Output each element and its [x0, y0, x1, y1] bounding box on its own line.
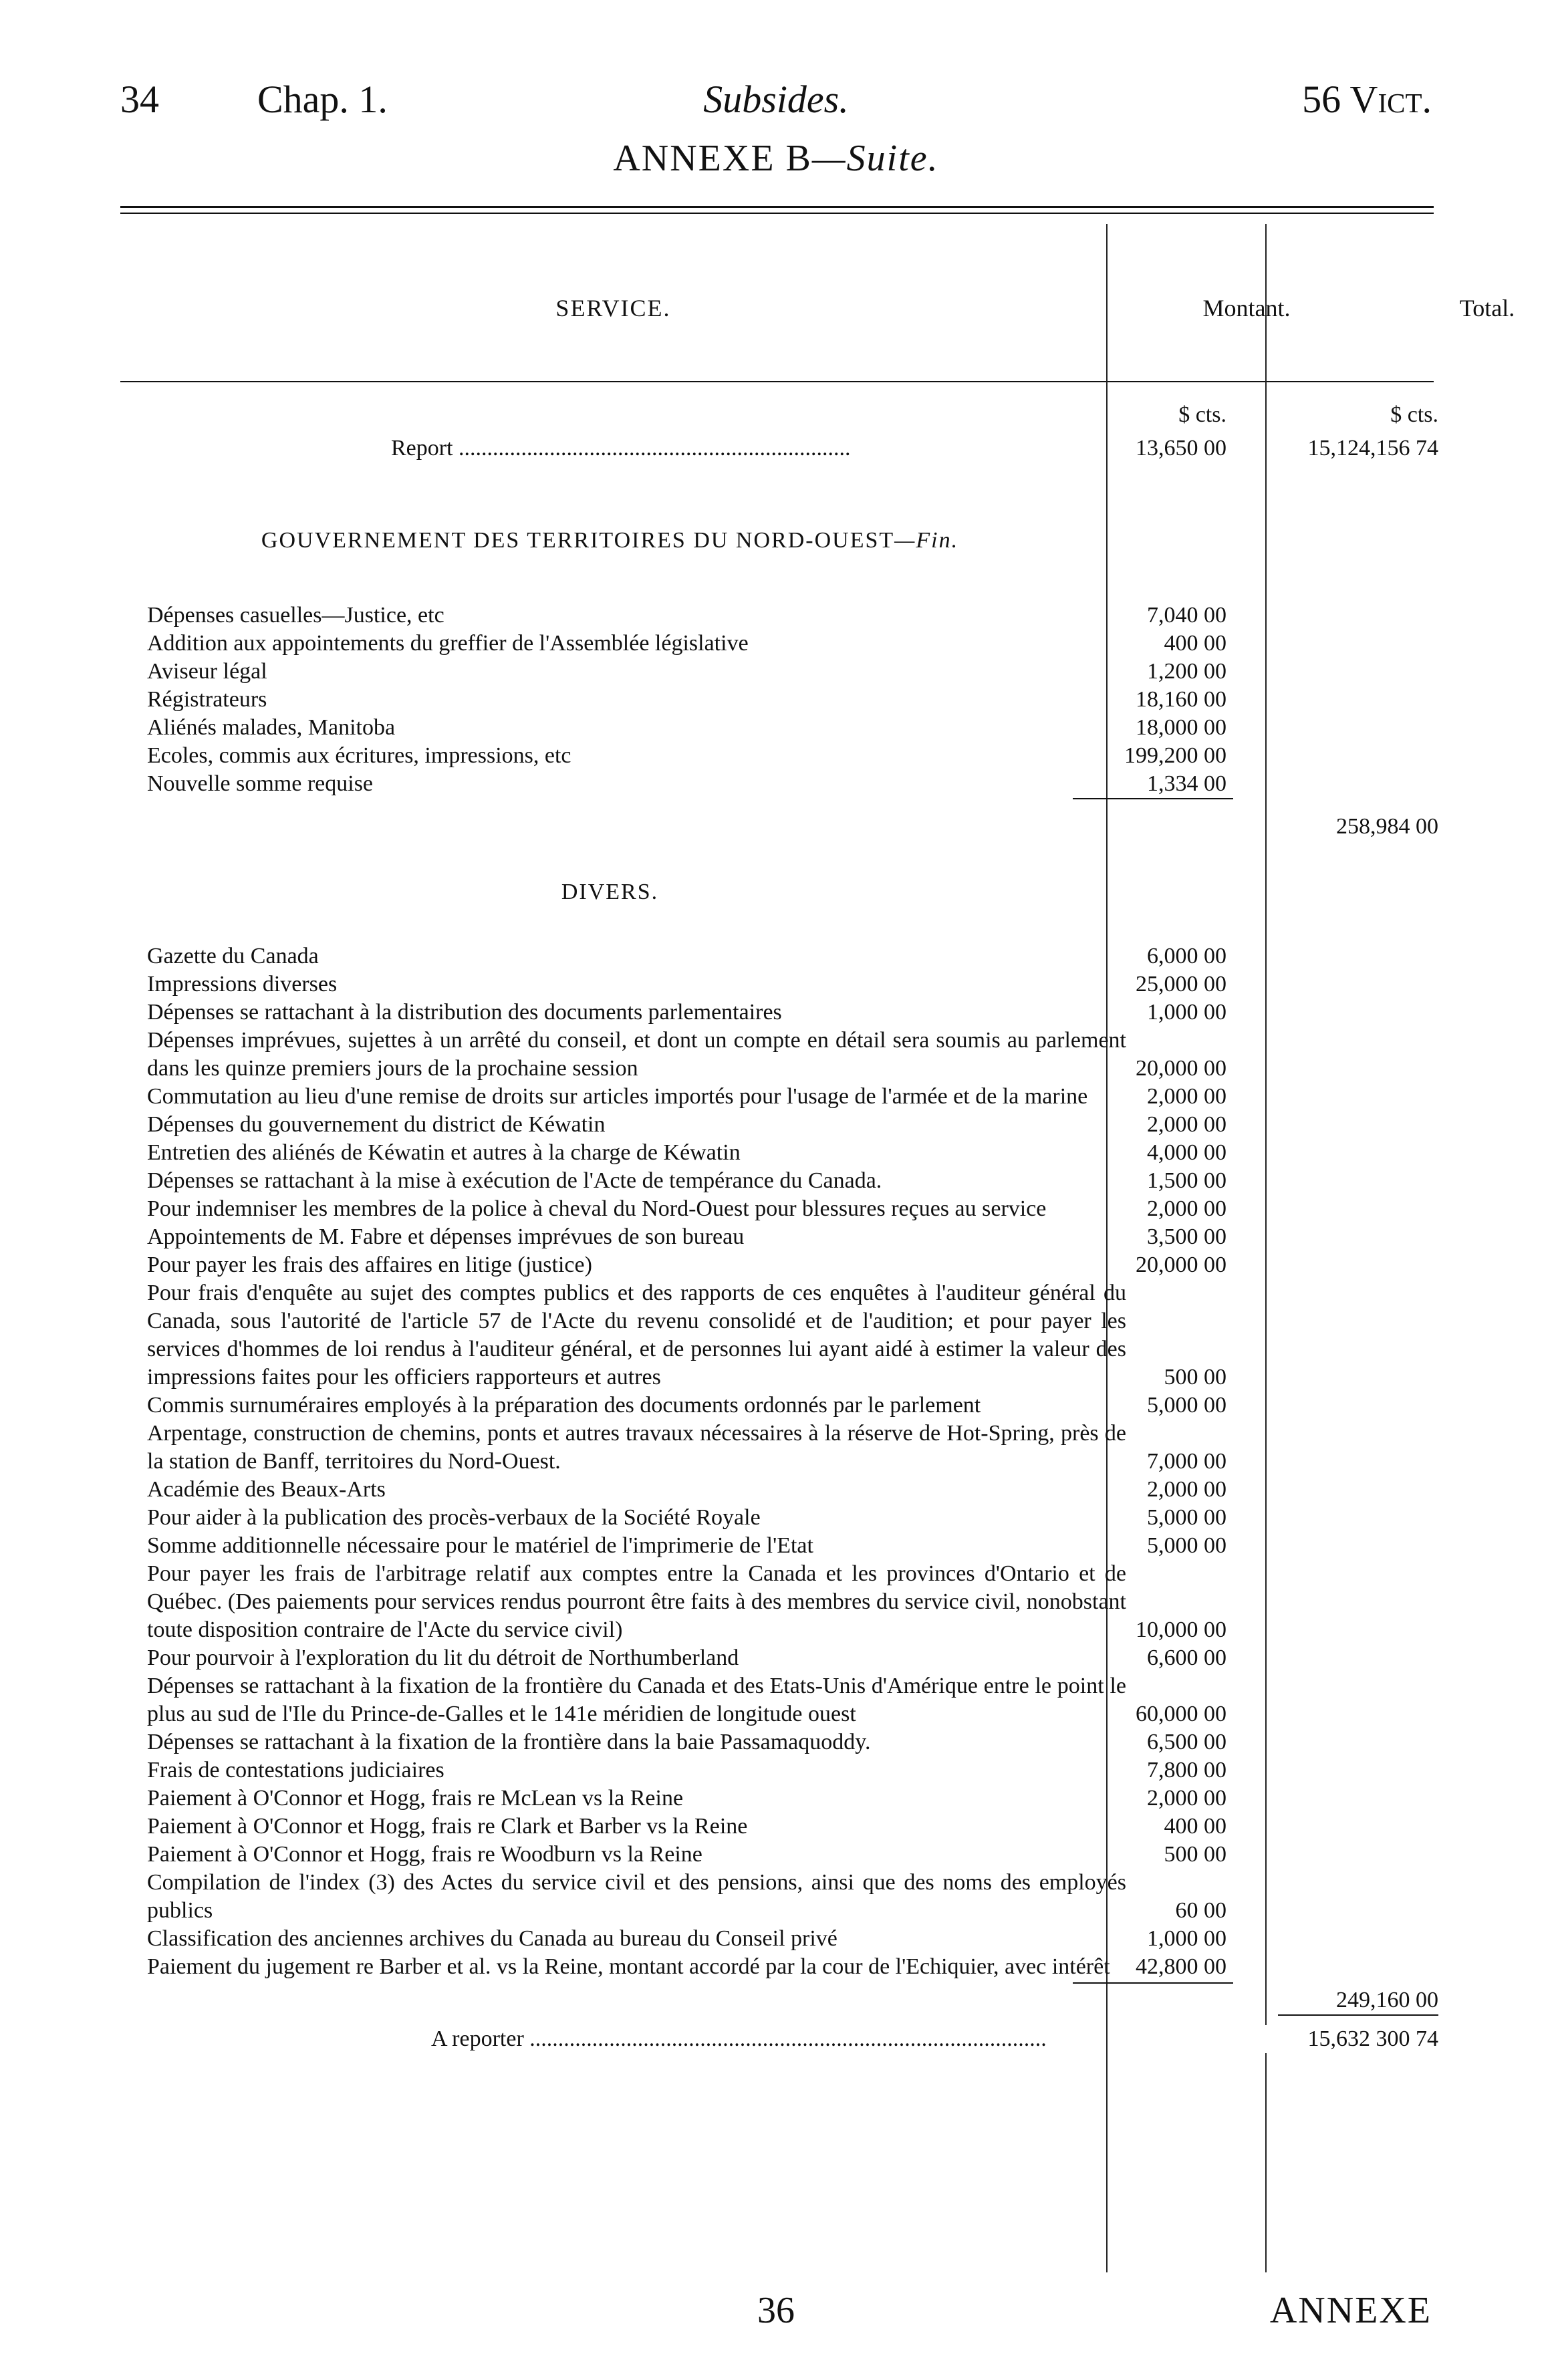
ledger-row [120, 1476, 1457, 1504]
section1-total-row [120, 798, 1457, 841]
item-label: Paiement à O'Connor et Hogg, frais re Clark et Barber vs la Reine [147, 1814, 748, 1839]
item-description [120, 1083, 1126, 1111]
item-montant: 199,200 00 [1124, 743, 1226, 768]
ledger-row [120, 602, 1457, 630]
item-montant: 2,000 00 [1147, 1786, 1226, 1811]
ledger-row [120, 1532, 1457, 1560]
service-column-header: SERVICE. [555, 295, 671, 321]
ledger-row [120, 1139, 1457, 1167]
item-label: Pour frais d'enquête au sujet des comptes publics et des rapports de ces enquêtes à l'auditeur général du Canada, sous l'autorité de l'article 57 de l'Acte du revenu consolidé et de l'audition; et pour payer les services d'hommes de loi rendus à l'auditeur général, et de personnes lui ayant aidé à estimer la valeur des impressions faites pour les officiers rapporteurs et autres [147, 1281, 1126, 1390]
ledger-row [120, 970, 1457, 999]
item-label: Gazette du Canada [147, 944, 319, 968]
item-description [120, 942, 1126, 970]
item-description [120, 1420, 1126, 1476]
column-headers [120, 224, 1515, 391]
item-montant: 1,000 00 [1147, 1926, 1226, 1951]
item-label: Somme additionnelle nécessaire pour le matériel de l'imprimerie de l'Etat [147, 1533, 813, 1558]
ledger-row [120, 658, 1457, 686]
year-label: 56 Vict. [1302, 78, 1432, 121]
item-label: Paiement à O'Connor et Hogg, frais re McLean vs la Reine [147, 1786, 684, 1811]
item-label: Dépenses se rattachant à la mise à exécution de l'Acte de tempérance du Canada. [147, 1168, 882, 1193]
item-description [120, 1728, 1126, 1756]
ledger-row [120, 1195, 1457, 1223]
ledger-row [120, 1728, 1457, 1756]
report-row [120, 434, 1457, 462]
item-montant: 2,000 00 [1147, 1084, 1226, 1109]
item-description [120, 1672, 1126, 1728]
item-description [120, 1953, 1126, 1981]
item-label: Dépenses du gouvernement du district de Kéwatin [147, 1112, 606, 1137]
ledger-row [120, 1869, 1457, 1925]
item-label: Dépenses se rattachant à la fixation de la frontière du Canada et des Etats-Unis d'Amérique entre le point le plus au sud de l'Ile du Prince-de-Galles et le 141e méridien de longitude ouest [147, 1674, 1126, 1726]
title-rule-bottom [120, 213, 1434, 214]
units-row [120, 401, 1457, 432]
item-description [120, 658, 1126, 686]
item-label: Aviseur légal [147, 659, 267, 684]
item-description [120, 1223, 1126, 1251]
item-montant: 5,000 00 [1147, 1533, 1226, 1558]
item-description [120, 1476, 1126, 1504]
ledger-row [120, 1083, 1457, 1111]
ledger-row [120, 1392, 1457, 1420]
next-page-catchword: ANNEXE [1269, 2290, 1432, 2331]
ledger-row [120, 1841, 1457, 1869]
section2-items [120, 942, 1457, 1981]
section1-title-main: GOUVERNEMENT DES TERRITOIRES DU NORD-OUEST [261, 528, 895, 553]
item-montant: 5,000 00 [1147, 1393, 1226, 1418]
item-description [120, 999, 1126, 1027]
ledger-row [120, 1111, 1457, 1139]
carry-forward-total: 15,632 300 74 [1238, 2025, 1438, 2053]
item-description [120, 1139, 1126, 1167]
item-montant: 6,600 00 [1147, 1645, 1226, 1670]
item-montant: 7,000 00 [1147, 1449, 1226, 1474]
item-label: Frais de contestations judiciaires [147, 1758, 444, 1782]
item-description [120, 770, 1126, 798]
item-montant: 1,334 00 [1147, 771, 1226, 796]
ledger-row [120, 1167, 1457, 1195]
item-label: Régistrateurs [147, 687, 267, 712]
item-description [120, 602, 1126, 630]
ledger-row [120, 1504, 1457, 1532]
item-montant: 1,200 00 [1147, 659, 1226, 684]
item-montant: 6,500 00 [1147, 1730, 1226, 1754]
ledger-row [120, 942, 1457, 970]
report-total: 15,124,156 74 [1307, 436, 1438, 460]
item-description [120, 1532, 1126, 1560]
item-montant: 6,000 00 [1147, 944, 1226, 968]
report-label: Report [391, 436, 453, 460]
item-description [120, 1111, 1126, 1139]
item-description [120, 1504, 1126, 1532]
item-label: Pour payer les frais des affaires en litige (justice) [147, 1252, 592, 1277]
item-description [120, 1756, 1126, 1784]
carry-forward-label: A reporter [431, 2026, 524, 2051]
item-label: Paiement du jugement re Barber et al. vs la Reine, montant accordé par la cour de l'Echiquier, avec intérêt [147, 1954, 1110, 1979]
item-description [120, 1841, 1126, 1869]
item-label: Dépenses se rattachant à la fixation de la frontière dans la baie Passamaquoddy. [147, 1730, 871, 1754]
section1-title-suffix: —Fin. [894, 528, 959, 553]
grand-subtotal-line [1278, 2014, 1438, 2016]
item-montant: 2,000 00 [1147, 1196, 1226, 1221]
chapter-label: Chap. 1. [257, 78, 388, 121]
total-column-header: Total. [1459, 295, 1515, 321]
carry-forward-row [120, 2025, 1457, 2053]
section1-items [120, 602, 1457, 798]
ledger-row [120, 1813, 1457, 1841]
ledger-row [120, 1756, 1457, 1784]
ledger-row [120, 1953, 1457, 1981]
item-description [120, 1279, 1126, 1392]
montant-units: $ cts. [1178, 402, 1226, 427]
item-montant: 2,000 00 [1147, 1112, 1226, 1137]
item-label: Académie des Beaux-Arts [147, 1477, 386, 1502]
ledger-row [120, 1223, 1457, 1251]
section2-total-row [120, 1981, 1457, 2014]
total-units: $ cts. [1390, 402, 1438, 427]
item-montant: 7,800 00 [1147, 1758, 1226, 1782]
section2-title-text: DIVERS. [561, 880, 659, 904]
ledger-row [120, 1027, 1457, 1083]
item-description [120, 686, 1126, 714]
item-montant: 1,500 00 [1147, 1168, 1226, 1193]
item-montant: 500 00 [1164, 1842, 1226, 1867]
section1-title [120, 527, 1457, 555]
section1-subtotal-line [1073, 798, 1233, 799]
ledger-row [120, 1420, 1457, 1476]
item-label: Pour pourvoir à l'exploration du lit du détroit de Northumberland [147, 1645, 739, 1670]
section2-total: 249,160 00 [1336, 1988, 1438, 2012]
section1-total: 258,984 00 [1336, 814, 1438, 839]
subject-label: Subsides. [703, 78, 849, 121]
item-label: Paiement à O'Connor et Hogg, frais re Woodburn vs la Reine [147, 1842, 702, 1867]
title-rule-top [120, 206, 1434, 208]
item-description [120, 1784, 1126, 1813]
ledger-row [120, 1251, 1457, 1279]
page-number: 34 [120, 78, 159, 121]
item-montant: 3,500 00 [1147, 1224, 1226, 1249]
item-montant: 400 00 [1164, 631, 1226, 656]
item-label: Dépenses se rattachant à la distribution des documents parlementaires [147, 1000, 782, 1025]
item-description [120, 1027, 1126, 1083]
item-montant: 10,000 00 [1136, 1617, 1226, 1642]
item-description [120, 714, 1126, 742]
ledger-row [120, 1925, 1457, 1953]
item-description [120, 1925, 1126, 1953]
montant-column-header: Montant. [1202, 295, 1291, 321]
item-description [120, 1869, 1126, 1925]
ledger-row [120, 770, 1457, 798]
item-description [120, 970, 1126, 999]
item-label: Classification des anciennes archives du Canada au bureau du Conseil privé [147, 1926, 837, 1951]
ledger-row [120, 714, 1457, 742]
item-description [120, 1392, 1126, 1420]
footer-page-number: 36 [757, 2290, 795, 2331]
item-description [120, 1167, 1126, 1195]
ledger-row [120, 1279, 1457, 1392]
item-description [120, 742, 1126, 770]
item-montant: 7,040 00 [1147, 603, 1226, 628]
item-montant: 20,000 00 [1136, 1252, 1226, 1277]
item-description [120, 1644, 1126, 1672]
annex-title [0, 137, 1552, 180]
item-label: Compilation de l'index (3) des Actes du service civil et des pensions, ainsi que des noms des employés publics [147, 1870, 1126, 1923]
item-label: Ecoles, commis aux écritures, impressions, etc [147, 743, 571, 768]
ledger-row [120, 999, 1457, 1027]
ledger-row [120, 742, 1457, 770]
item-montant: 60 00 [1175, 1898, 1226, 1923]
item-montant: 4,000 00 [1147, 1140, 1226, 1165]
ledger-body [120, 394, 1457, 2053]
report-montant: 13,650 00 [1136, 436, 1226, 460]
item-label: Entretien des aliénés de Kéwatin et autres à la charge de Kéwatin [147, 1140, 741, 1165]
item-label: Dépenses casuelles—Justice, etc [147, 603, 444, 628]
item-label: Appointements de M. Fabre et dépenses imprévues de son bureau [147, 1224, 745, 1249]
section2-title [120, 878, 1457, 906]
item-description [120, 1251, 1126, 1279]
annex-title-main: ANNEXE B [613, 138, 812, 179]
item-label: Commis surnuméraires employés à la préparation des documents ordonnés par le parlement [147, 1393, 981, 1418]
page-footer [0, 2289, 1552, 2343]
carry-forward-wrap: A reporter ........................................................................................... [431, 2026, 1047, 2051]
item-description [120, 1813, 1126, 1841]
ledger-row [120, 1644, 1457, 1672]
running-header [120, 63, 1432, 124]
item-label: Commutation au lieu d'une remise de droits sur articles importés pour l'usage de l'armée et de la marine [147, 1084, 1088, 1109]
ledger-row [120, 1560, 1457, 1644]
item-label: Aliénés malades, Manitoba [147, 715, 396, 740]
ledger-row [120, 1672, 1457, 1728]
report-label-wrap: Report ..................................................................... [391, 436, 851, 460]
ledger-row [120, 630, 1457, 658]
header-rule [120, 381, 1434, 382]
ledger-row [120, 686, 1457, 714]
ledger-row [120, 1784, 1457, 1813]
item-montant: 500 00 [1164, 1365, 1226, 1390]
item-montant: 20,000 00 [1136, 1056, 1226, 1081]
item-montant: 60,000 00 [1136, 1702, 1226, 1726]
item-description [120, 1195, 1126, 1223]
item-montant: 18,160 00 [1136, 687, 1226, 712]
item-label: Nouvelle somme requise [147, 771, 374, 796]
annex-title-suite: —Suite. [811, 138, 939, 179]
section2-subtotal-line [1073, 1982, 1233, 1984]
item-montant: 400 00 [1164, 1814, 1226, 1839]
item-label: Addition aux appointements du greffier de l'Assemblée législative [147, 631, 749, 656]
item-label: Dépenses imprévues, sujettes à un arrêté du conseil, et dont un compte en détail sera soumis au parlement dans les quinze premiers jours de la prochaine session [147, 1028, 1126, 1081]
item-montant: 18,000 00 [1136, 715, 1226, 740]
item-description [120, 1560, 1126, 1644]
item-montant: 1,000 00 [1147, 1000, 1226, 1025]
item-montant: 2,000 00 [1147, 1477, 1226, 1502]
item-description [120, 630, 1126, 658]
item-label: Arpentage, construction de chemins, ponts et autres travaux nécessaires à la réserve de Hot-Spring, près de la station de Banff, territoires du Nord-Ouest. [147, 1421, 1126, 1474]
item-label: Impressions diverses [147, 972, 338, 997]
item-label: Pour indemniser les membres de la police à cheval du Nord-Ouest pour blessures reçues au service [147, 1196, 1047, 1221]
item-label: Pour payer les frais de l'arbitrage relatif aux comptes entre la Canada et les provinces d'Ontario et de Québec. (Des paiements pour services rendus pourront être faits à des membres du service civil, nonobstant toute disposition contraire de l'Acte du service civil) [147, 1561, 1126, 1642]
item-montant: 25,000 00 [1136, 972, 1226, 997]
item-montant: 42,800 00 [1136, 1954, 1226, 1979]
item-montant: 5,000 00 [1147, 1505, 1226, 1530]
item-label: Pour aider à la publication des procès-verbaux de la Société Royale [147, 1505, 761, 1530]
